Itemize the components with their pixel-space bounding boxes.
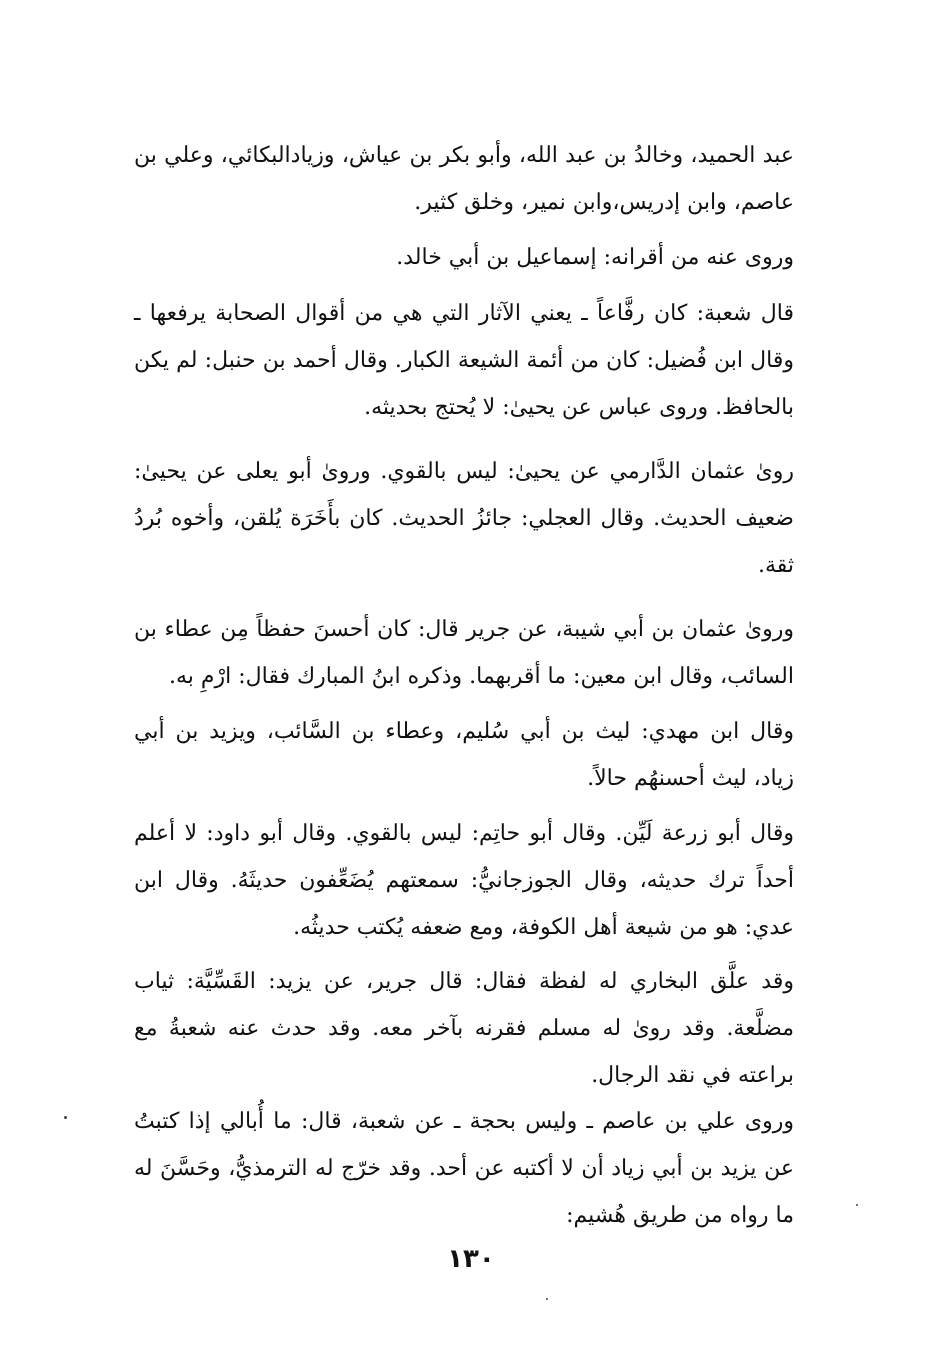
paragraph-darimi-opinion: روىٰ عثمان الدَّارمي عن يحيىٰ: ليس بالقوي. ورو‌ىٰ أبو يعلى عن يحيىٰ: ضعيف الحديث. وقال العجلي: جائزُ الحديث. كان بأَخَرَة يُلقن، وأخوه بُردُ ثقة. <box>134 459 794 578</box>
paragraph-bukhari-mention: وقد علَّق البخاري له لفظة فقال: قال جرير، عن يزيد: القَسِّيَّة: ثياب مضلَّعة. وقد رو‌ىٰ له مسلم فقرنه بآخر معه. وقد حدث عنه شعبةُ مع براعته في نقد الرجال. <box>134 969 794 1088</box>
paragraph-abu-zura-opinion: وقال أبو زرعة لَيِّن. وقال أبو حاتِم: ليس بالقوي. وقال أبو داود: لا أعلم أحداً ترك حديثه، وقال الجوزجانيُّ: سمعتهم يُضَعِّفون حديثَهُ. وقال ابن عدي: هو من شيعة أهل الكوفة، ومع ضعفه يُكتب حديثُه. <box>134 821 794 940</box>
page-number: ١٣٠ <box>447 1244 495 1274</box>
scan-speck <box>546 1298 548 1300</box>
paragraph-ibn-mahdi-opinion: وقال ابن مهدي: ليث بن أبي سُليم، وعطاء بن السَّائب، ويزيد بن أبي زياد، ليث أحسنهُم حالاً. <box>134 719 794 791</box>
paragraph-students-list: عبد الحميد، وخالدُ بن عبد الله، وأبو بكر بن عياش، وزيادالبكائي، وعلي بن عاصم، وابن إدريس،وابن نمير، وخلق كثير. <box>134 143 794 215</box>
paragraph-shuba-opinion: قال شعبة: كان رفَّاعاً ـ يعني الآثار التي هي من أقوال الصحابة يرفعها ـ وقال ابن فُضيل: كان من أئمة الشيعة الكبار. وقال أحمد بن حنبل: لم يكن بالحافظ. وروى عباس عن يحيىٰ: لا يُحتج بحديثه. <box>134 301 794 420</box>
scan-speck <box>856 1204 858 1206</box>
paragraph-jarir-opinion: ورو‌ىٰ عثمان بن أبي شيبة، عن جرير قال: كان أحسنَ حفظاً مِن عطاء بن السائب، وقال ابن معين: ما أقربهما. وذكره ابنُ المبارك فقال: ارْمِ به. <box>134 617 794 689</box>
paragraph-peers: وروى عنه من أقرانه: إسماعيل بن أبي خالد. <box>396 245 794 270</box>
scan-speck <box>64 1116 67 1119</box>
paragraph-ali-bin-asim: وروى علي بن عاصم ـ وليس بحجة ـ عن شعبة، قال: ما أُبالي إذا كتبتُ عن يزيد بن أبي زياد أن لا أكتبه عن أحد. وقد خرّج له الترمذيُّ، وحَسَّنَ له ما رواه من طريق هُشيم: <box>134 1109 794 1228</box>
